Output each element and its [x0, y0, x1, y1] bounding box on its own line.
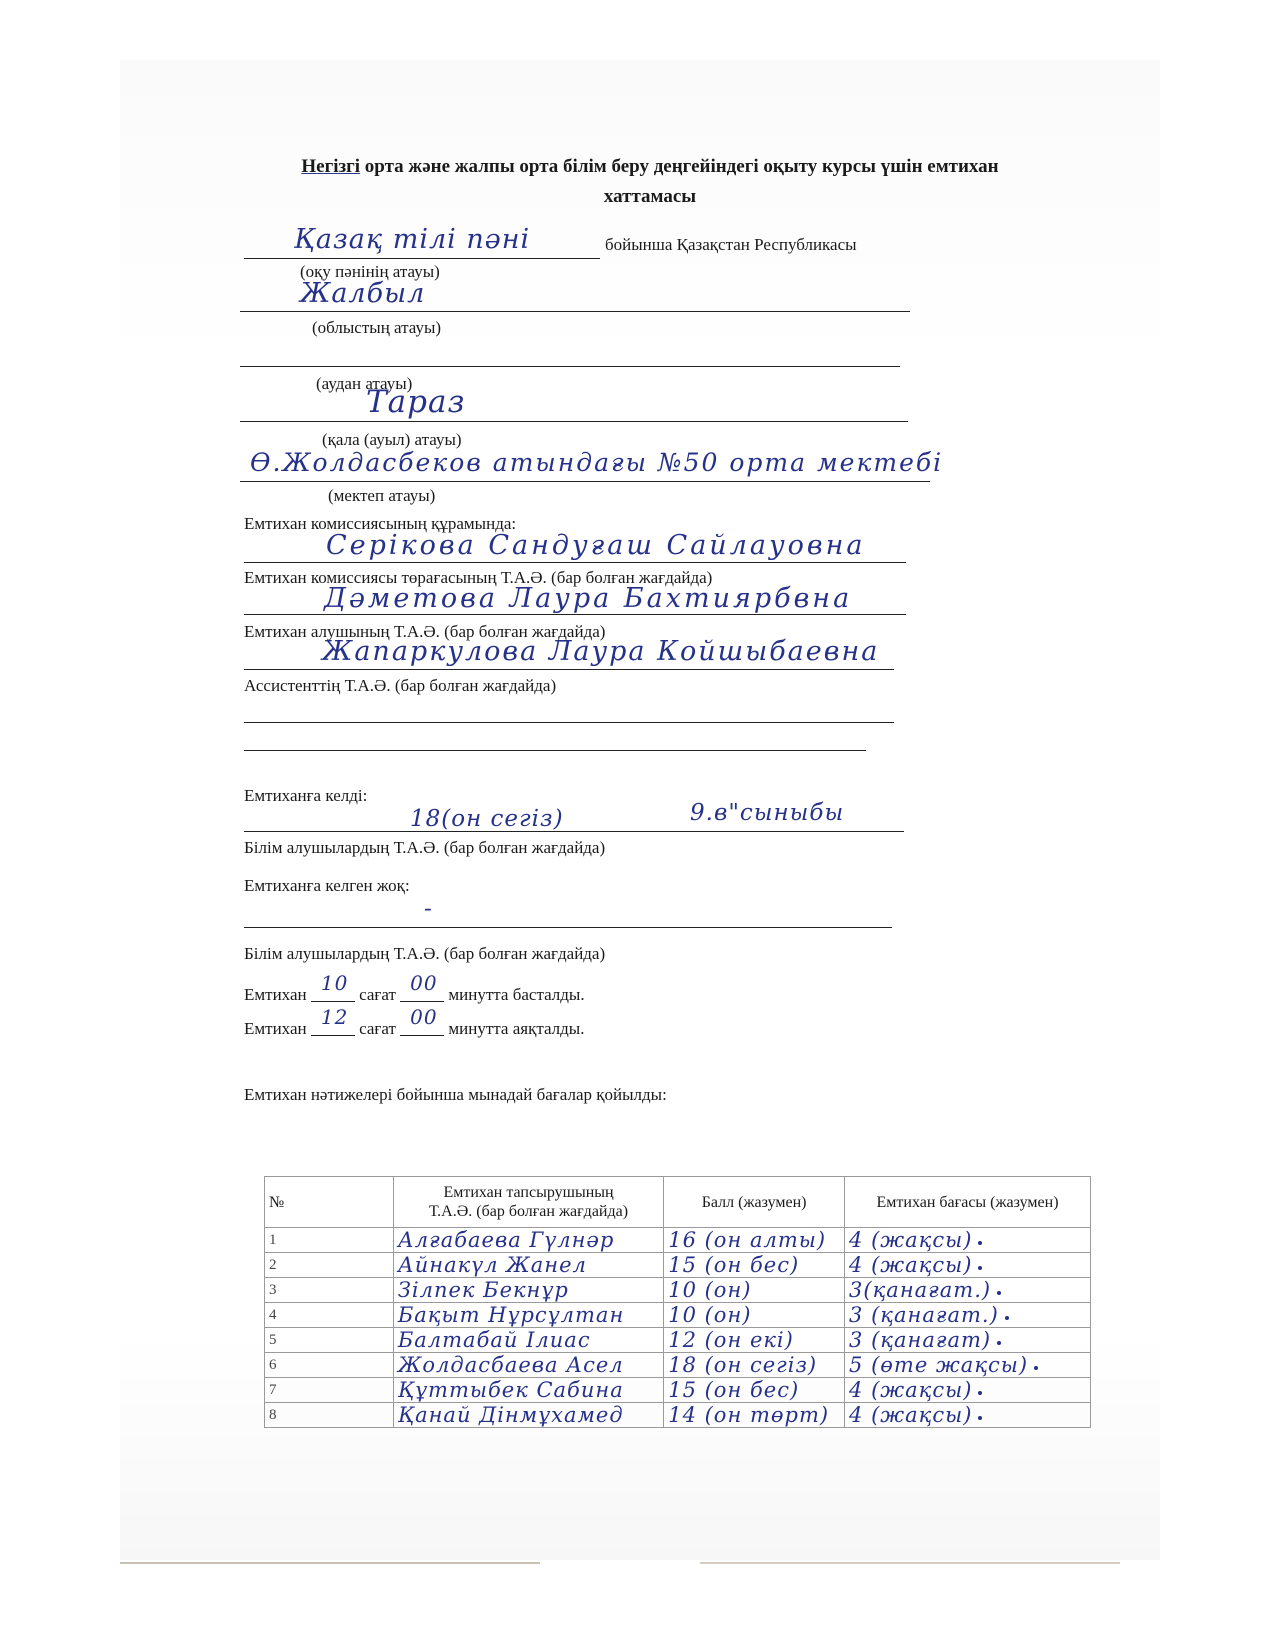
came-label: Емтиханға келді:: [244, 786, 368, 805]
end-min-field: [400, 1005, 444, 1036]
ink-dot: [978, 1266, 982, 1270]
student-name: Айнакүл Жанел: [397, 1253, 587, 1277]
subject-suffix: бойынша Қазақстан Республикасы: [605, 235, 857, 254]
col-name-header-line2: Т.А.Ә. (бар болған жағдайда): [428, 1203, 629, 1220]
student-grade: 4 (жақсы): [849, 1228, 973, 1252]
city-line: [240, 421, 908, 422]
assistant-caption: Ассистенттің Т.А.Ә. (бар болған жағдайда): [244, 676, 557, 695]
student-name: Зілпек Бекнұр: [397, 1278, 569, 1302]
student-score-cell: [664, 1403, 845, 1428]
student-name-cell: [393, 1353, 663, 1378]
end-time-row: [244, 1005, 585, 1039]
row-num: 7: [269, 1381, 277, 1398]
blank-line-2: [244, 750, 866, 751]
student-score: 16 (он алты): [668, 1228, 827, 1252]
student-score: 10 (он): [668, 1278, 752, 1302]
school-caption: (мектеп атауы): [328, 486, 436, 505]
student-name-cell: [393, 1253, 663, 1278]
student-grade: 4 (жақсы): [849, 1378, 973, 1402]
row-num: 4: [269, 1306, 277, 1323]
row-num-cell: [265, 1278, 394, 1303]
student-grade: 3 (қанағат.): [849, 1303, 999, 1327]
table-row: [265, 1303, 1091, 1328]
student-score-cell: [664, 1278, 845, 1303]
student-grade-cell: [845, 1253, 1091, 1278]
student-grade-cell: [845, 1378, 1091, 1403]
row-num-cell: [265, 1303, 394, 1328]
col-num-header: №: [265, 1177, 394, 1228]
table-row: [265, 1253, 1091, 1278]
student-grade-cell: [845, 1228, 1091, 1253]
commission-heading: Емтихан комиссиясының құрамында:: [244, 514, 517, 533]
student-score: 15 (он бес): [668, 1253, 800, 1277]
student-grade: 3 (қанағат): [849, 1328, 992, 1352]
title-first-word: Негізгі: [301, 156, 361, 177]
chair-value: Серікова Сандуғаш Сайлауовна: [326, 530, 866, 561]
end-hour-word: сағат: [359, 1019, 396, 1038]
start-hour-word: сағат: [359, 985, 396, 1004]
school-line: [240, 481, 930, 482]
start-hour-field: [311, 971, 355, 1002]
student-name: Құттыбек Сабина: [397, 1378, 624, 1402]
student-name-cell: [393, 1378, 663, 1403]
start-min-field: [400, 971, 444, 1002]
student-name-cell: [393, 1228, 663, 1253]
table-row: [265, 1328, 1091, 1353]
student-name: Қанай Дінмұхамед: [397, 1403, 624, 1427]
student-grade: 4 (жақсы): [849, 1253, 973, 1277]
absent-value: -: [424, 896, 433, 922]
start-hour: 10: [320, 971, 349, 995]
row-num-cell: [265, 1328, 394, 1353]
student-name-cell: [393, 1303, 663, 1328]
ink-dot: [978, 1416, 982, 1420]
row-num: 2: [269, 1256, 277, 1273]
ink-dot: [997, 1341, 1001, 1345]
row-num-cell: [265, 1228, 394, 1253]
student-grade-cell: [845, 1328, 1091, 1353]
results-heading: Емтихан нәтижелері бойынша мынадай бағалар қойылды:: [244, 1085, 667, 1104]
col-name-header-line1: Емтихан тапсырушының: [443, 1184, 614, 1201]
student-name-cell: [393, 1278, 663, 1303]
student-score: 18 (он сегіз): [668, 1353, 818, 1377]
student-score: 12 (он екі): [668, 1328, 794, 1352]
student-score: 15 (он бес): [668, 1378, 800, 1402]
col-grade-header: Емтихан бағасы (жазумен): [845, 1177, 1091, 1228]
results-body: [265, 1228, 1091, 1428]
chair-caption: Емтихан комиссиясы төрағасының Т.А.Ә. (бар болған жағдайда): [244, 568, 713, 587]
came-class: 9.в"сыныбы: [690, 800, 845, 826]
ink-dot: [1005, 1316, 1009, 1320]
student-name: Балтабай Ілиас: [397, 1328, 591, 1352]
examiner-value: Дәметова Лаура Бахтиярбвна: [324, 583, 853, 614]
student-name: Алғабаева Гүлнәр: [397, 1228, 615, 1252]
end-hour: 12: [320, 1005, 349, 1029]
table-row: [265, 1228, 1091, 1253]
results-header-row: [265, 1177, 1091, 1228]
end-hour-field: [311, 1005, 355, 1036]
student-grade-cell: [845, 1353, 1091, 1378]
student-grade: 5 (өте жақсы): [849, 1353, 1029, 1377]
chair-line: [244, 562, 906, 563]
row-num: 5: [269, 1331, 277, 1348]
results-table: [264, 1176, 1091, 1428]
assistant-value: Жапаркулова Лаура Койшыбаевна: [322, 636, 880, 667]
student-score-cell: [664, 1253, 845, 1278]
district-caption: (аудан атауы): [316, 374, 413, 393]
student-grade-cell: [845, 1278, 1091, 1303]
subject-caption: (оқу пәнінің атауы): [300, 262, 440, 281]
col-score-header: Балл (жазумен): [664, 1177, 845, 1228]
city-caption: (қала (ауыл) атауы): [322, 430, 462, 449]
region-line: [240, 311, 910, 312]
table-row: [265, 1403, 1091, 1428]
table-row: [265, 1353, 1091, 1378]
student-score-cell: [664, 1328, 845, 1353]
absent-label: Емтиханға келген жоқ:: [244, 876, 410, 895]
region-caption: (облыстың атауы): [312, 318, 442, 337]
start-suffix: минутта басталды.: [448, 985, 585, 1004]
student-name-cell: [393, 1328, 663, 1353]
student-name: Жолдасбаева Асел: [397, 1353, 624, 1377]
city-value: Тараз: [366, 384, 466, 420]
row-num: 6: [269, 1356, 277, 1373]
student-name-cell: [393, 1403, 663, 1428]
end-suffix: минутта аяқталды.: [448, 1019, 585, 1038]
table-row: [265, 1378, 1091, 1403]
ink-dot: [978, 1391, 982, 1395]
student-score-cell: [664, 1378, 845, 1403]
document-title: [240, 152, 1060, 212]
start-time-row: [244, 971, 585, 1005]
student-score-cell: [664, 1303, 845, 1328]
student-score-cell: [664, 1228, 845, 1253]
end-min: 00: [410, 1005, 438, 1029]
assistant-line: [244, 669, 894, 670]
end-prefix: Емтихан: [244, 1019, 307, 1038]
start-prefix: Емтихан: [244, 985, 307, 1004]
student-grade: 3(қанағат.): [849, 1278, 992, 1302]
came-line: [244, 831, 904, 832]
student-score: 14 (он төрт): [668, 1403, 830, 1427]
row-num: 3: [269, 1281, 277, 1298]
came-count: 18(он сегіз): [410, 806, 564, 832]
row-num-cell: [265, 1403, 394, 1428]
absent-caption: Білім алушылардың Т.А.Ә. (бар болған жағдайда): [244, 944, 606, 963]
student-name: Бақыт Нұрсұлтан: [397, 1303, 625, 1327]
student-score-cell: [664, 1353, 845, 1378]
region-value: Жалбыл: [300, 278, 426, 309]
ink-dot: [1034, 1366, 1038, 1370]
ink-dot: [978, 1241, 982, 1245]
district-line: [240, 366, 900, 367]
row-num-cell: [265, 1378, 394, 1403]
came-caption: Білім алушылардың Т.А.Ә. (бар болған жағдайда): [244, 838, 606, 857]
row-num-cell: [265, 1253, 394, 1278]
scan-edge: [120, 1562, 540, 1564]
student-grade-cell: [845, 1303, 1091, 1328]
row-num-cell: [265, 1353, 394, 1378]
school-value: Ө.Жолдасбеков атындағы №50 орта мектебі: [250, 448, 944, 477]
scan-edge-right: [700, 1562, 1120, 1564]
title-line-2: хаттамасы: [603, 186, 697, 207]
start-min: 00: [410, 971, 438, 995]
subject-line: [244, 258, 600, 259]
title-rest: орта және жалпы орта білім беру деңгейіндегі оқыту курсы үшін емтихан: [364, 156, 999, 177]
examiner-line: [244, 614, 906, 615]
student-score: 10 (он): [668, 1303, 752, 1327]
student-grade-cell: [845, 1403, 1091, 1428]
row-num: 1: [269, 1231, 277, 1248]
blank-line-1: [244, 722, 894, 723]
subject-value: Қазақ тілі пәні: [294, 224, 531, 255]
table-row: [265, 1278, 1091, 1303]
title-line-1: [240, 152, 1060, 182]
row-num: 8: [269, 1406, 277, 1423]
ink-dot: [997, 1291, 1001, 1295]
examiner-caption: Емтихан алушының Т.А.Ә. (бар болған жағдайда): [244, 622, 606, 641]
col-name-header: [393, 1177, 663, 1228]
student-grade: 4 (жақсы): [849, 1403, 973, 1427]
absent-line: [244, 927, 892, 928]
